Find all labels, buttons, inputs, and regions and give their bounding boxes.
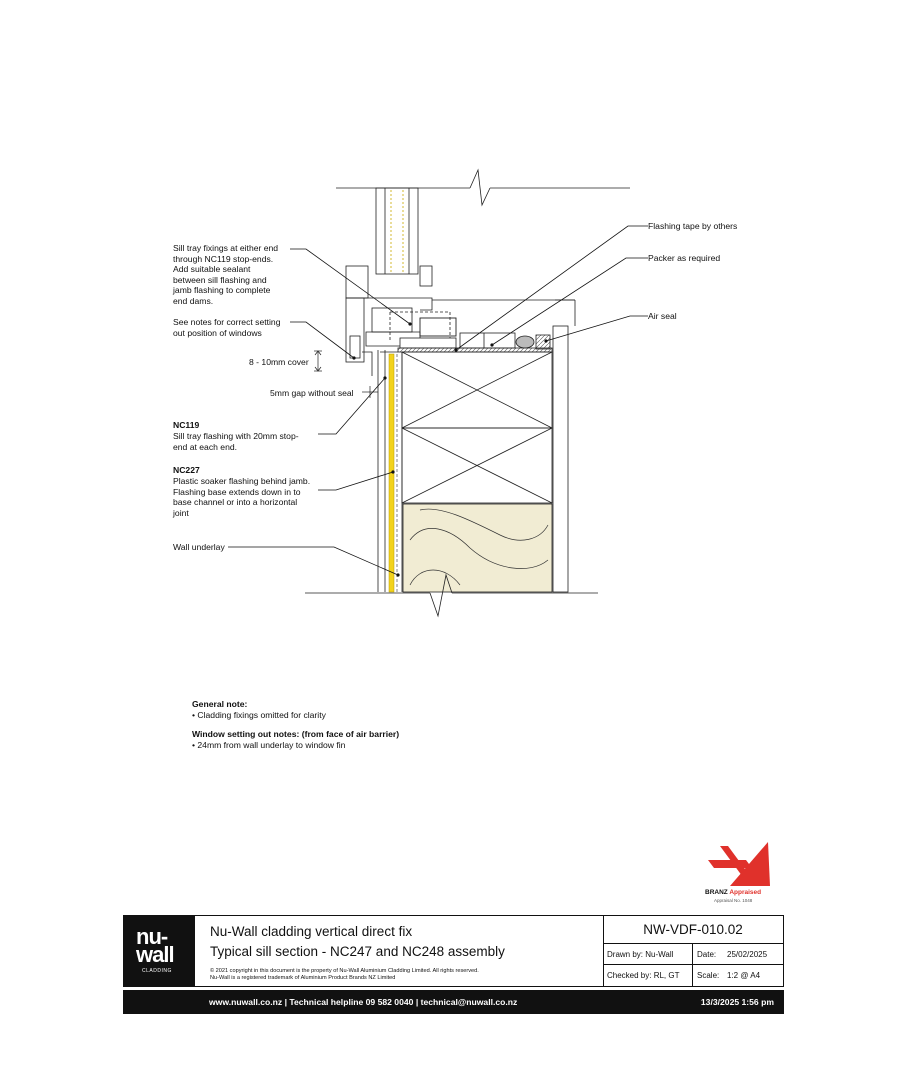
window-setting-notes xyxy=(192,729,399,750)
branz-sub: Appraisal No. 1048 xyxy=(714,898,753,903)
window-note-item: • 24mm from wall underlay to window fin xyxy=(192,739,346,750)
timber-blocks xyxy=(402,352,552,503)
general-note-item: • Cladding fixings omitted for clarity xyxy=(192,709,326,720)
window-note-title: Window setting out notes: (from face of air barrier) xyxy=(192,729,400,739)
branz-appraised: Appraised xyxy=(729,889,762,896)
logo-line1: nu- xyxy=(136,924,168,949)
scale-value: 1:2 @ A4 xyxy=(727,971,761,980)
drawing-number: NW-VDF-010.02 xyxy=(643,922,743,937)
label-packer: Packer as required xyxy=(648,253,721,263)
window-glazing xyxy=(336,170,630,274)
label-gap: 5mm gap without seal xyxy=(270,388,354,398)
logo-line2: wall xyxy=(136,942,174,967)
logo-sub: CLADDING xyxy=(142,968,172,974)
drawn-by: Drawn by: Nu-Wall xyxy=(607,950,674,959)
label-sill-fixings: Sill tray fixings at either end through NC119 stop-ends. Add suitable sealant between sill flashing and jamb flashing to complete end dams. xyxy=(173,243,279,306)
sill-tray xyxy=(420,318,456,336)
insulation xyxy=(403,504,552,592)
label-air-seal: Air seal xyxy=(648,311,677,321)
scale-label: Scale: xyxy=(697,971,720,980)
label-cover: 8 - 10mm cover xyxy=(249,357,309,367)
label-nc227-desc: Plastic soaker flashing behind jamb. Flashing base extends down in to base channel or into a horizontal joint xyxy=(173,476,311,518)
date-value: 25/02/2025 xyxy=(727,950,768,959)
label-nc227-code: NC227 xyxy=(173,465,200,475)
general-notes xyxy=(192,699,326,720)
checked-by: Checked by: RL, GT xyxy=(607,971,680,980)
label-nc119-code: NC119 xyxy=(173,420,200,430)
label-setting-out: See notes for correct setting out position of windows xyxy=(173,317,281,338)
branz-appraised-badge xyxy=(700,838,780,908)
footer-timestamp: 13/3/2025 1:56 pm xyxy=(700,997,774,1007)
copyright-text: © 2021 copyright in this document is the property of Nu-Wall Aluminium Cladding Limited. All rights reserved. Nu-Wall is a registered trademark of Aluminium Product Brands NZ Limited xyxy=(210,968,479,981)
title-block xyxy=(123,915,784,987)
label-flashing-tape: Flashing tape by others xyxy=(648,221,738,231)
nuwall-logo xyxy=(124,916,195,986)
label-wall-underlay: Wall underlay xyxy=(173,542,225,552)
label-nc119-desc: Sill tray flashing with 20mm stop- end at each end. xyxy=(173,431,299,452)
branz-logo-icon xyxy=(700,838,780,888)
drawing-title: Nu-Wall cladding vertical direct fix xyxy=(210,924,413,939)
date-label: Date: xyxy=(697,950,717,959)
drawing-subtitle: Typical sill section - NC247 and NC248 assembly xyxy=(210,944,505,959)
branz-brand: BRANZ xyxy=(705,889,728,896)
footer-contact: www.nuwall.co.nz | Technical helpline 09 582 0040 | technical@nuwall.co.nz xyxy=(209,997,518,1007)
footer-bar xyxy=(123,990,784,1014)
general-note-title: General note: xyxy=(192,699,248,709)
